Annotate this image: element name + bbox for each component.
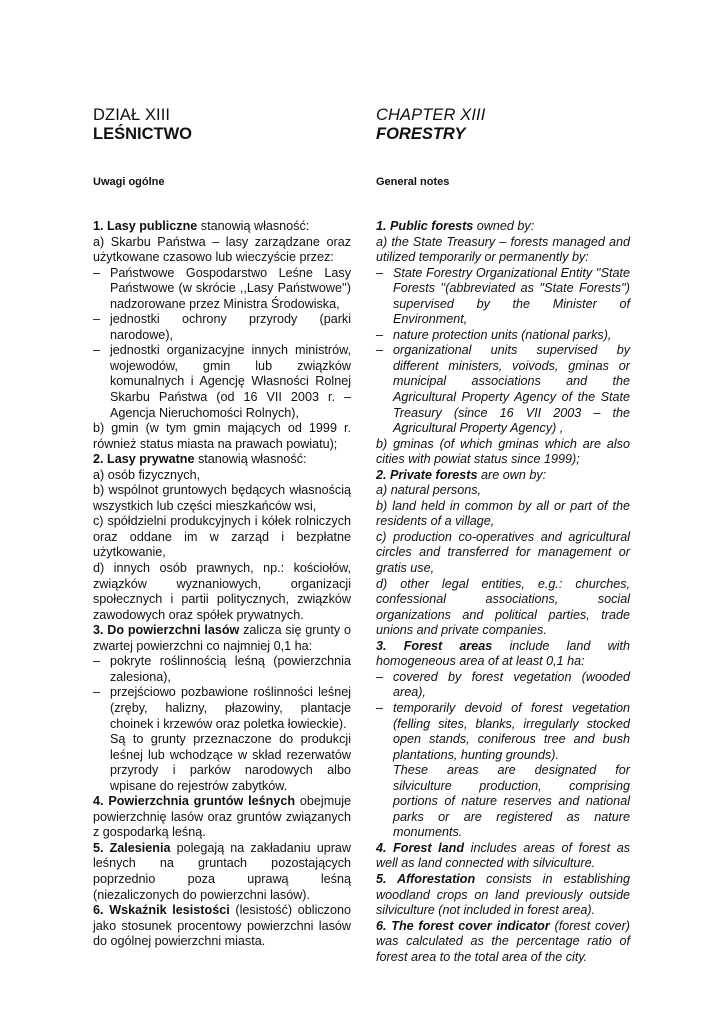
section-3-note-en: These areas are designated for silviculture production, comprising portions of nature reserves and national parks or are registered as nature monuments. bbox=[393, 763, 630, 840]
section-6-pl bbox=[93, 903, 351, 950]
section-2b-pl: b) wspólnot gruntowych będących własnością wszystkich lub części mieszkańców wsi, bbox=[93, 483, 351, 513]
section-2a-en: a) natural persons, bbox=[376, 483, 482, 498]
section-2-pl bbox=[93, 452, 351, 468]
section-1-heading-en: 1. Public forests bbox=[376, 219, 474, 233]
section-1-heading-pl: 1. Lasy publiczne bbox=[93, 219, 198, 233]
section-4-heading-pl: 4. Powierzchnia gruntów leśnych bbox=[93, 794, 296, 809]
polish-body bbox=[93, 219, 351, 950]
section-1b-en: b) gminas (of which gminas which are also cities with powiat status since 1999); bbox=[376, 436, 630, 467]
section-2c-pl: c) spółdzielni produkcyjnych i kółek rolniczych oraz oddane im w zarząd i bezpłatne użytkowanie, bbox=[93, 514, 351, 560]
section-2-intro-en: are own by: bbox=[477, 467, 547, 482]
section-2c-en: c) production co-operatives and agricultural circles and transferred for management or gratis use, bbox=[376, 529, 630, 576]
section-2-heading-pl: 2. Lasy prywatne bbox=[93, 452, 195, 467]
section-1b-pl: b) gmin (w tym gmin mających od 1999 r. również status miasta na prawach powiatu); bbox=[93, 421, 351, 451]
section-3-prefix-pl: 3. Do bbox=[93, 623, 128, 638]
section-2a-pl: a) osób fizycznych, bbox=[93, 467, 201, 482]
section-1-intro-en: owned by: bbox=[473, 219, 535, 233]
list-item: – covered by forest vegetation (wooded area), bbox=[376, 670, 630, 701]
polish-column bbox=[93, 106, 351, 144]
list-item: – przejściowo pozbawione roślinności leśnej (zręby, halizny, płazowiny, plantacje choinek i krzewów oraz poletka łowieckie). bbox=[93, 685, 351, 732]
chapter-title-pl: LEŚNICTWO bbox=[93, 125, 192, 143]
section-4-pl bbox=[93, 794, 351, 841]
chapter-label-en: CHAPTER XIII bbox=[376, 106, 486, 124]
section-5-heading-en: 5. Afforestation bbox=[376, 871, 476, 886]
english-body bbox=[376, 219, 630, 965]
section-4-en bbox=[376, 841, 630, 872]
list-item: – jednostki organizacyjne innych ministrów, wojewodów, gmin lub związków komunalnych i Agencję Własności Rolnej Skarbu Państwa (od 16 VII 2003 r. – Agencja Nieruchomości Rolnych), bbox=[93, 343, 351, 421]
section-2b-en: b) land held in common by all or part of the residents of a village, bbox=[376, 498, 630, 529]
section-1-intro-pl: stanowią własność: bbox=[197, 219, 310, 233]
list-item: – jednostki ochrony przyrody (parki narodowe), bbox=[93, 312, 351, 343]
section-4-text-en: includes areas of forest as well as land connected with silviculture. bbox=[376, 840, 630, 871]
section-5-text-pl: polegają na zakładaniu upraw leśnych na gruntach pozostających poprzednio poza uprawą leśną (niezaliczonych do powierzchni lasów). bbox=[93, 840, 352, 902]
notes-heading-en: General notes bbox=[376, 176, 450, 188]
list-item: – Państwowe Gospodarstwo Leśne Lasy Państwowe (w skrócie ,,Lasy Państwowe'') nadzorowane przez Ministra Środowiska, bbox=[93, 266, 351, 313]
section-4-text-pl: obejmuje powierzchnię lasów oraz gruntów związanych z gospodarką leśną. bbox=[93, 794, 352, 840]
section-5-text-en: consists in establishing woodland crops on land previously outside silviculture (not included in forest area). bbox=[376, 871, 630, 918]
section-5-heading-pl: 5. Zalesienia bbox=[93, 840, 171, 855]
notes-heading-pl: Uwagi ogólne bbox=[93, 176, 165, 188]
section-5-pl bbox=[93, 841, 351, 903]
section-3-en bbox=[376, 639, 630, 670]
chapter-label-pl: DZIAŁ XIII bbox=[93, 106, 171, 124]
section-1a-en: a) the State Treasury – forests managed and utilized temporarily or permanently by: bbox=[376, 234, 630, 265]
section-1-en bbox=[376, 219, 630, 235]
section-1a-pl: a) Skarbu Państwa – lasy zarządzane oraz użytkowane czasowo lub wieczyście przez: bbox=[93, 234, 351, 265]
english-column bbox=[376, 106, 630, 144]
section-3-pl bbox=[93, 623, 351, 654]
section-3-heading-pl: powierzchni lasów bbox=[127, 623, 240, 638]
section-2-heading-en: 2. Private forests bbox=[376, 467, 478, 482]
section-6-en bbox=[376, 919, 630, 966]
section-6-text-pl: (lesistość) obliczono jako stosunek procentowy powierzchni lasów do ogólnej powierzchni miasta. bbox=[93, 903, 351, 949]
section-1-pl bbox=[93, 219, 351, 235]
list-item: – State Forestry Organizational Entity ''State Forests ''(abbreviated as ''State Forests'') supervised by the Minister of Environment, bbox=[376, 266, 630, 328]
section-6-text-en: (forest cover) was calculated as the percentage ratio of forest area to the total area of the city. bbox=[376, 918, 630, 964]
list-item: – temporarily devoid of forest vegetation (felling sites, blanks, irregularly stocked open stands, coniferous tree and bush plantations, hunting grounds). bbox=[376, 701, 630, 763]
section-2-en bbox=[376, 468, 630, 484]
section-2d-pl: d) innych osób prawnych, np.: kościołów, związków wyznaniowych, organizacji społecznych i partii politycznych, związków zawodowych oraz spółek prywatnych. bbox=[93, 561, 351, 622]
section-3-intro-pl: zalicza się grunty o zwartej powierzchni co najmniej 0,1 ha: bbox=[93, 623, 351, 653]
section-4-heading-en: 4. Forest land bbox=[376, 840, 465, 855]
section-3-intro-en: include land with homogeneous area of at least 0,1 ha: bbox=[376, 638, 630, 669]
list-item: – pokryte roślinnością leśną (powierzchnia zalesiona), bbox=[93, 654, 351, 685]
section-3-note-pl: Są to grunty przeznaczone do produkcji leśnej lub wchodzące w skład rezerwatów przyrody i parków narodowych albo wpisane do rejestrów zabytków. bbox=[110, 732, 351, 793]
section-2d-en: d) other legal entities, e.g.: churches, confessional associations, social organizations and political parties, trade unions and private companies. bbox=[376, 576, 630, 638]
section-2-intro-pl: stanowią własność: bbox=[194, 452, 307, 467]
section-6-heading-pl: 6. Wskaźnik lesistości bbox=[93, 903, 230, 918]
list-item: – organizational units supervised by different ministers, voivods, gminas or municipal associations and the Agricultural Property Agency of the State Treasury (since 16 VII 2003 – the Agricultural Property Agency) , bbox=[376, 343, 630, 436]
section-6-heading-en: 6. The forest cover indicator bbox=[376, 918, 550, 933]
chapter-title-en: FORESTRY bbox=[376, 125, 466, 143]
section-3-heading-en: 3. Forest areas bbox=[376, 638, 493, 653]
section-5-en bbox=[376, 872, 630, 919]
list-item: – nature protection units (national parks), bbox=[376, 328, 630, 344]
